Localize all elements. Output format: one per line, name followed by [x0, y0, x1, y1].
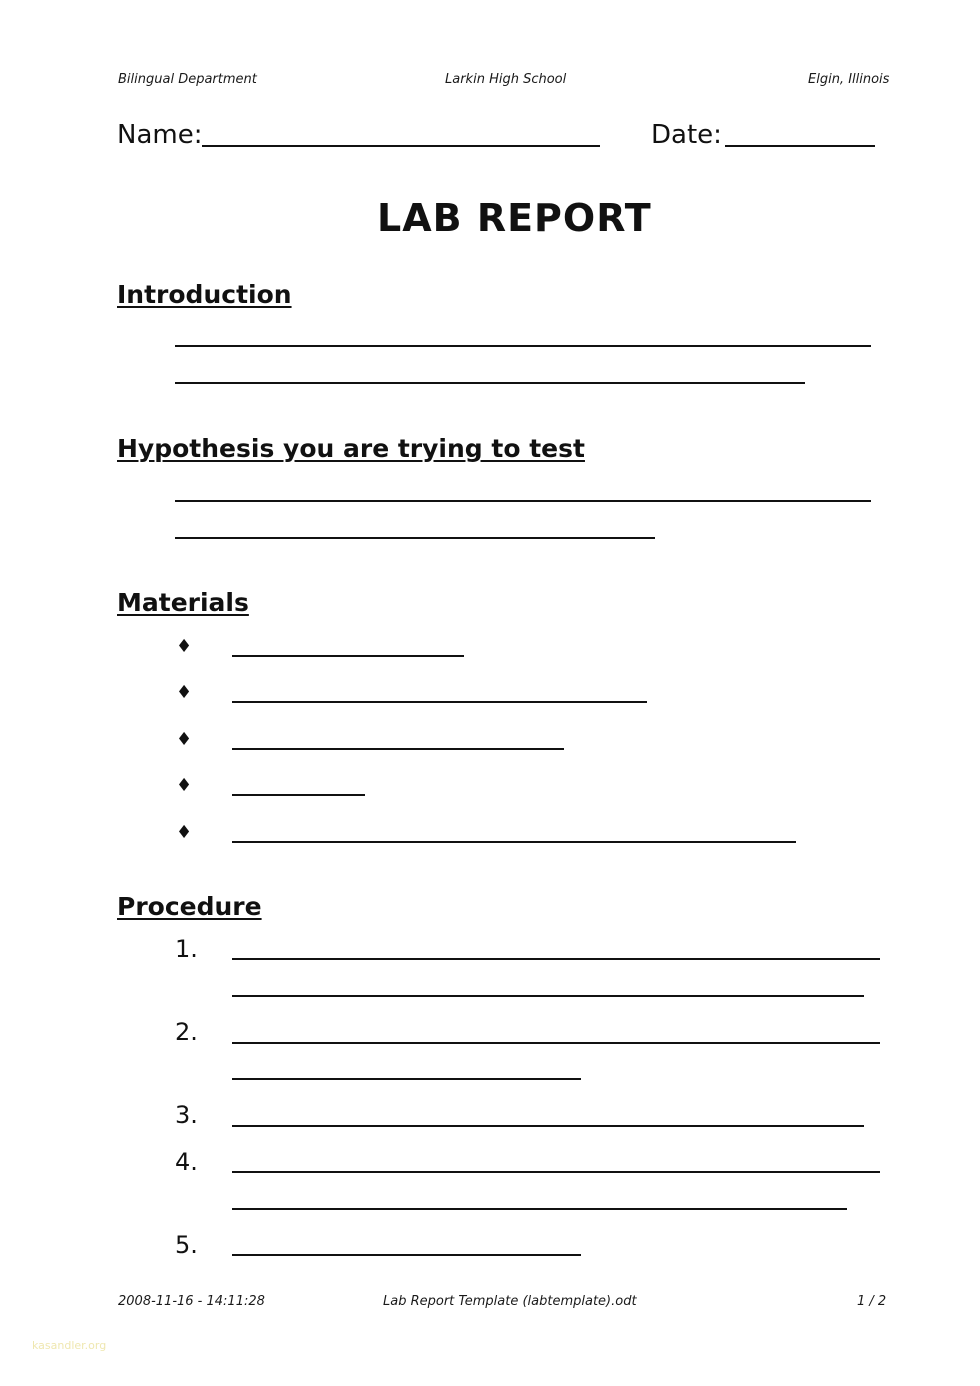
procedure-number: 3. — [175, 1101, 198, 1129]
page-title: LAB REPORT — [377, 196, 652, 240]
materials-bullet-icon: ♦ — [176, 775, 193, 796]
section-procedure: Procedure — [117, 892, 262, 921]
date-line — [725, 145, 875, 147]
name-label: Name: — [117, 120, 203, 150]
procedure-number: 4. — [175, 1148, 198, 1176]
materials-bullet-icon: ♦ — [176, 822, 193, 843]
materials-line-5 — [232, 841, 796, 843]
procedure-5-line-1 — [232, 1254, 581, 1256]
date-label: Date: — [651, 120, 722, 150]
header-department: Bilingual Department — [118, 72, 257, 87]
intro-line-1 — [175, 345, 871, 347]
section-materials: Materials — [117, 588, 249, 617]
footer-timestamp: 2008-11-16 - 14:11:28 — [118, 1294, 265, 1309]
intro-line-2 — [175, 382, 805, 384]
header-location: Elgin, Illinois — [808, 72, 890, 87]
materials-line-3 — [232, 748, 564, 750]
hypothesis-line-1 — [175, 500, 871, 502]
procedure-1-line-1 — [232, 958, 880, 960]
materials-bullet-icon: ♦ — [176, 636, 193, 657]
procedure-2-line-1 — [232, 1042, 880, 1044]
section-introduction: Introduction — [117, 280, 292, 309]
procedure-1-line-2 — [232, 995, 864, 997]
watermark: kasandler.org — [32, 1339, 107, 1352]
materials-line-2 — [232, 701, 647, 703]
procedure-number: 2. — [175, 1018, 198, 1046]
procedure-4-line-2 — [232, 1208, 847, 1210]
materials-bullet-icon: ♦ — [176, 729, 193, 750]
materials-bullet-icon: ♦ — [176, 682, 193, 703]
header-school: Larkin High School — [445, 72, 567, 87]
name-line — [202, 145, 600, 147]
footer-page-number: 1 / 2 — [857, 1294, 887, 1309]
procedure-4-line-1 — [232, 1171, 880, 1173]
materials-line-1 — [232, 655, 464, 657]
procedure-2-line-2 — [232, 1078, 581, 1080]
materials-line-4 — [232, 794, 365, 796]
procedure-3-line-1 — [232, 1125, 864, 1127]
hypothesis-line-2 — [175, 537, 655, 539]
footer-filename: Lab Report Template (labtemplate).odt — [383, 1294, 637, 1309]
procedure-number: 1. — [175, 935, 198, 963]
section-hypothesis: Hypothesis you are trying to test — [117, 434, 585, 463]
procedure-number: 5. — [175, 1231, 198, 1259]
